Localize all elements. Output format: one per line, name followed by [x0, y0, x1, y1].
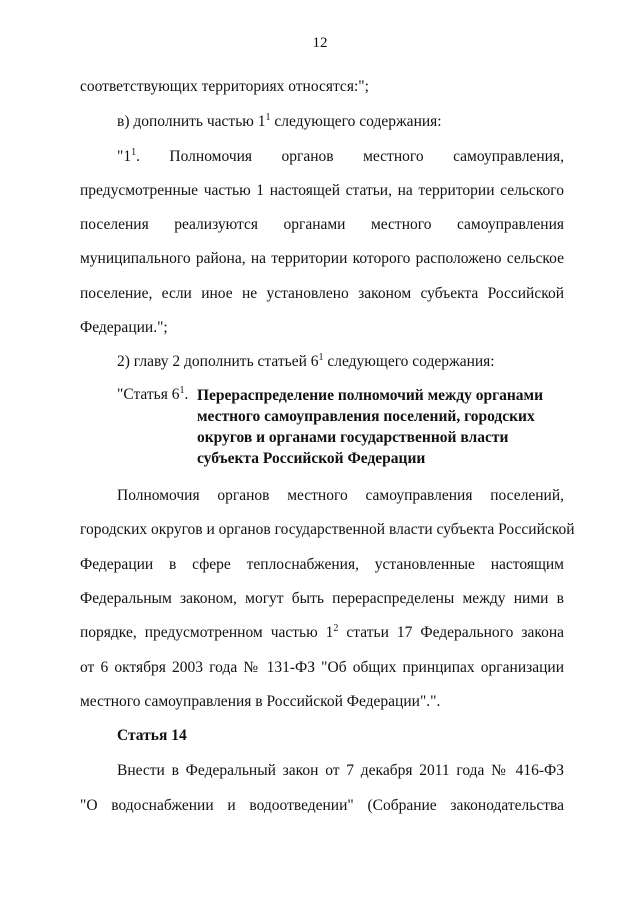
text-line: предусмотренные частью 1 настоящей статьи, на территории сельского [80, 182, 564, 199]
text-line: поселения реализуются органами местного самоуправления [80, 216, 564, 233]
text-line: "$1^1$. Полномочия органов местного самоуправления, [117, 147, 564, 165]
text-line: в) дополнить частью $1^1$ следующего содержания: [117, 112, 442, 130]
text-line: Внести в Федеральный закон от 7 декабря 2011 года № 416-ФЗ [117, 762, 564, 779]
page-number: 12 [312, 35, 328, 51]
text-line: Федерации."; [80, 319, 168, 336]
text-line: Федеральным законом, могут быть перераспределены между ними в [80, 590, 564, 607]
text-line: от 6 октября 2003 года № 131-ФЗ "Об общих принципах организации [80, 659, 564, 676]
text-line: местного самоуправления в Российской Федерации".". [80, 693, 441, 710]
text-line: "О водоснабжении и водоотведении" (Собрание законодательства [80, 797, 564, 814]
text-line: городских округов и органов государственной власти субъекта Российской [80, 521, 575, 538]
text-line: Федерации в сфере теплоснабжения, установленные настоящим [80, 556, 564, 573]
text-line: соответствующих территориях относятся:"; [80, 78, 369, 95]
article-title: Перераспределение полномочий между органами местного самоуправления поселений, городских округов и органами государственной власти субъекта Российской Федерации [197, 387, 544, 467]
article-label: "Статья $6^1$. [117, 385, 189, 403]
text-line: порядке, предусмотренном частью $1^2$ статьи 17 Федерального закона [80, 623, 564, 641]
text-line: поселение, если иное не установлено законом субъекта Российской [80, 285, 564, 302]
text-line: муниципального района, на территории которого расположено сельское [80, 250, 564, 267]
text-line: 2) главу 2 дополнить статьей $6^1$ следующего содержания: [117, 352, 495, 370]
text-line: Полномочия органов местного самоуправления поселений, [117, 487, 564, 504]
article-14-heading: Статья 14 [117, 727, 187, 744]
